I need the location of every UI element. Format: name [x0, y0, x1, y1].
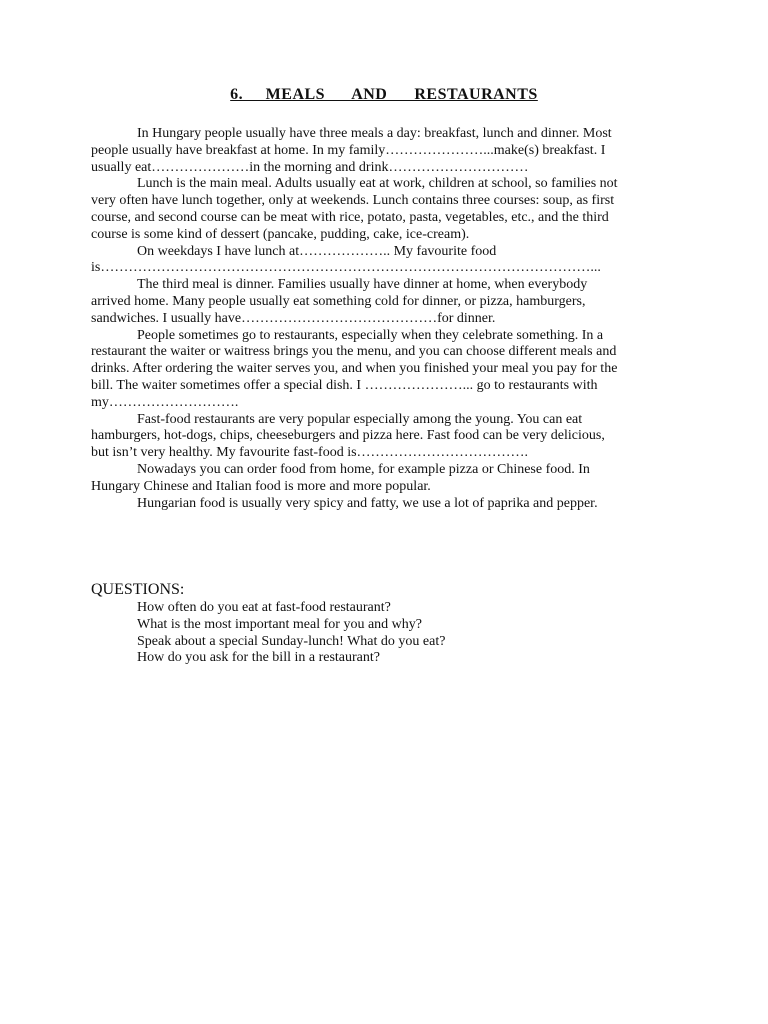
paragraph-line: very often have lunch together, only at weekends. Lunch contains three courses: soup, as first [91, 193, 615, 209]
paragraph-line: Hungary Chinese and Italian food is more and more popular. [91, 478, 431, 494]
questions-list [137, 600, 445, 667]
paragraph-line: Nowadays you can order food from home, for example pizza or Chinese food. In [137, 461, 590, 477]
paragraph-line: restaurant the waiter or waitress brings you the menu, and you can choose different meals and [91, 344, 617, 360]
paragraph-line: On weekdays I have lunch at……………….. My favourite food [137, 243, 497, 259]
paragraph-line: The third meal is dinner. Families usually have dinner at home, when everybody [137, 277, 588, 293]
questions-heading: QUESTIONS: [91, 581, 185, 598]
page-title: 6. MEALS AND RESTAURANTS [230, 86, 538, 103]
paragraph-line: drinks. After ordering the waiter serves you, and when you finished your meal you pay for the [91, 361, 618, 377]
paragraph-line: but isn’t very healthy. My favourite fast-food is………………………………. [91, 445, 529, 461]
question-item: What is the most important meal for you and why? [137, 616, 422, 632]
paragraph-line: arrived home. Many people usually eat something cold for dinner, or pizza, hamburgers, [91, 293, 586, 309]
body-text [91, 126, 691, 512]
paragraph-line: is……………………………………………………………………………………………... [91, 260, 601, 276]
paragraph-line: my………………………. [91, 394, 239, 410]
paragraph-line: course is some kind of dessert (pancake, pudding, cake, ice-cream). [91, 226, 470, 242]
paragraph-line: bill. The waiter sometimes offer a special dish. I …………………... go to restaurants with [91, 377, 598, 393]
paragraph-line: usually eat…………………in the morning and drink………………………… [91, 159, 529, 175]
paragraph-line: hamburgers, hot-dogs, chips, cheeseburgers and pizza here. Fast food can be very delicious, [91, 428, 605, 444]
paragraph-line: Hungarian food is usually very spicy and fatty, we use a lot of paprika and pepper. [137, 495, 598, 511]
paragraph-line: sandwiches. I usually have……………………………………for dinner. [91, 310, 496, 326]
question-item: How often do you eat at fast-food restaurant? [137, 600, 391, 615]
paragraph-line: People sometimes go to restaurants, especially when they celebrate something. In a [137, 327, 604, 343]
paragraph-line: Lunch is the main meal. Adults usually eat at work, children at school, so families not [137, 176, 618, 192]
paragraph-line: people usually have breakfast at home. In my family…………………...make(s) breakfast. I [91, 142, 606, 158]
paragraph-line: In Hungary people usually have three meals a day: breakfast, lunch and dinner. Most [137, 126, 612, 141]
paragraph-line: course, and second course can be meat with rice, potato, pasta, vegetables, etc., and the third [91, 209, 609, 225]
question-item: How do you ask for the bill in a restaurant? [137, 650, 380, 666]
question-item: Speak about a special Sunday-lunch! What do you eat? [137, 633, 446, 649]
paragraph-line: Fast-food restaurants are very popular especially among the young. You can eat [137, 411, 583, 427]
